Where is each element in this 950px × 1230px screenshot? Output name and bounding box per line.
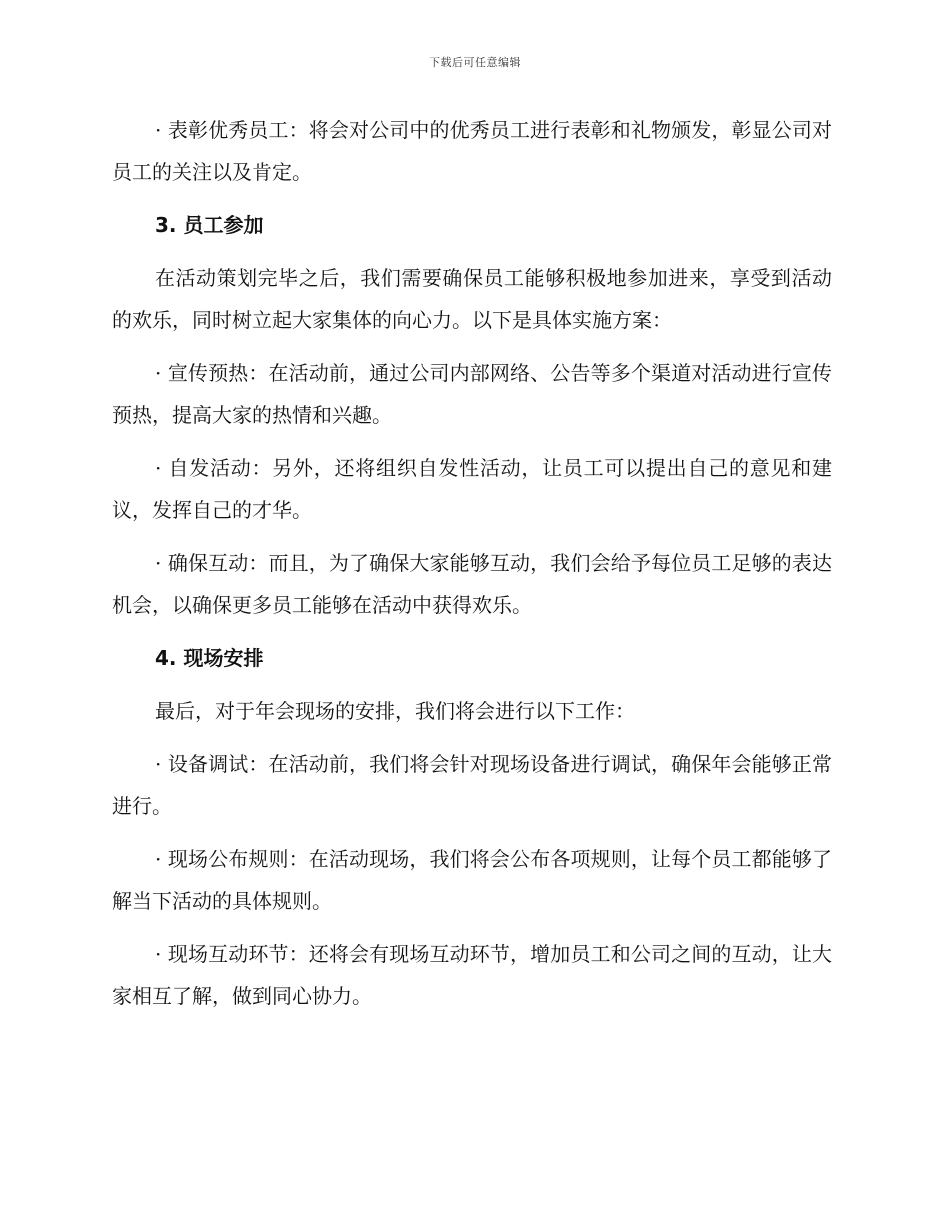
paragraph-promotion: · 宣传预热：在活动前，通过公司内部网络、公告等多个渠道对活动进行宣传预热，提高大家的热情和兴趣。 xyxy=(112,361,832,427)
paragraph-commend-employees: · 表彰优秀员工：将会对公司中的优秀员工进行表彰和礼物颁发，彰显公司对员工的关注以及肯定。 xyxy=(112,118,832,184)
paragraph-spontaneous-activities: · 自发活动：另外，还将组织自发性活动，让员工可以提出自己的意见和建议，发挥自己的才华。 xyxy=(112,456,832,522)
section-heading-onsite-arrangement: 4. 现场安排 xyxy=(155,646,264,670)
page-header: 下载后可任意编辑 xyxy=(429,56,521,69)
document-body xyxy=(112,109,832,1028)
section-heading-employee-participation: 3. 员工参加 xyxy=(155,213,264,237)
paragraph-onsite-intro: 最后，对于年会现场的安排，我们将会进行以下工作： xyxy=(155,699,635,723)
paragraph-interactive-session: · 现场互动环节：还将会有现场互动环节，增加员工和公司之间的互动，让大家相互了解，做到同心协力。 xyxy=(112,942,832,1008)
paragraph-equipment-debugging: · 设备调试：在活动前，我们将会针对现场设备进行调试，确保年会能够正常进行。 xyxy=(112,752,832,818)
paragraph-ensure-interaction: · 确保互动：而且，为了确保大家能够互动，我们会给予每位员工足够的表达机会，以确保更多员工能够在活动中获得欢乐。 xyxy=(112,551,832,617)
paragraph-participation-intro: 在活动策划完毕之后，我们需要确保员工能够积极地参加进来，享受到活动的欢乐，同时树立起大家集体的向心力。以下是具体实施方案： xyxy=(112,266,832,332)
paragraph-rules-announcement: · 现场公布规则：在活动现场，我们将会公布各项规则，让每个员工都能够了解当下活动的具体规则。 xyxy=(112,847,832,913)
